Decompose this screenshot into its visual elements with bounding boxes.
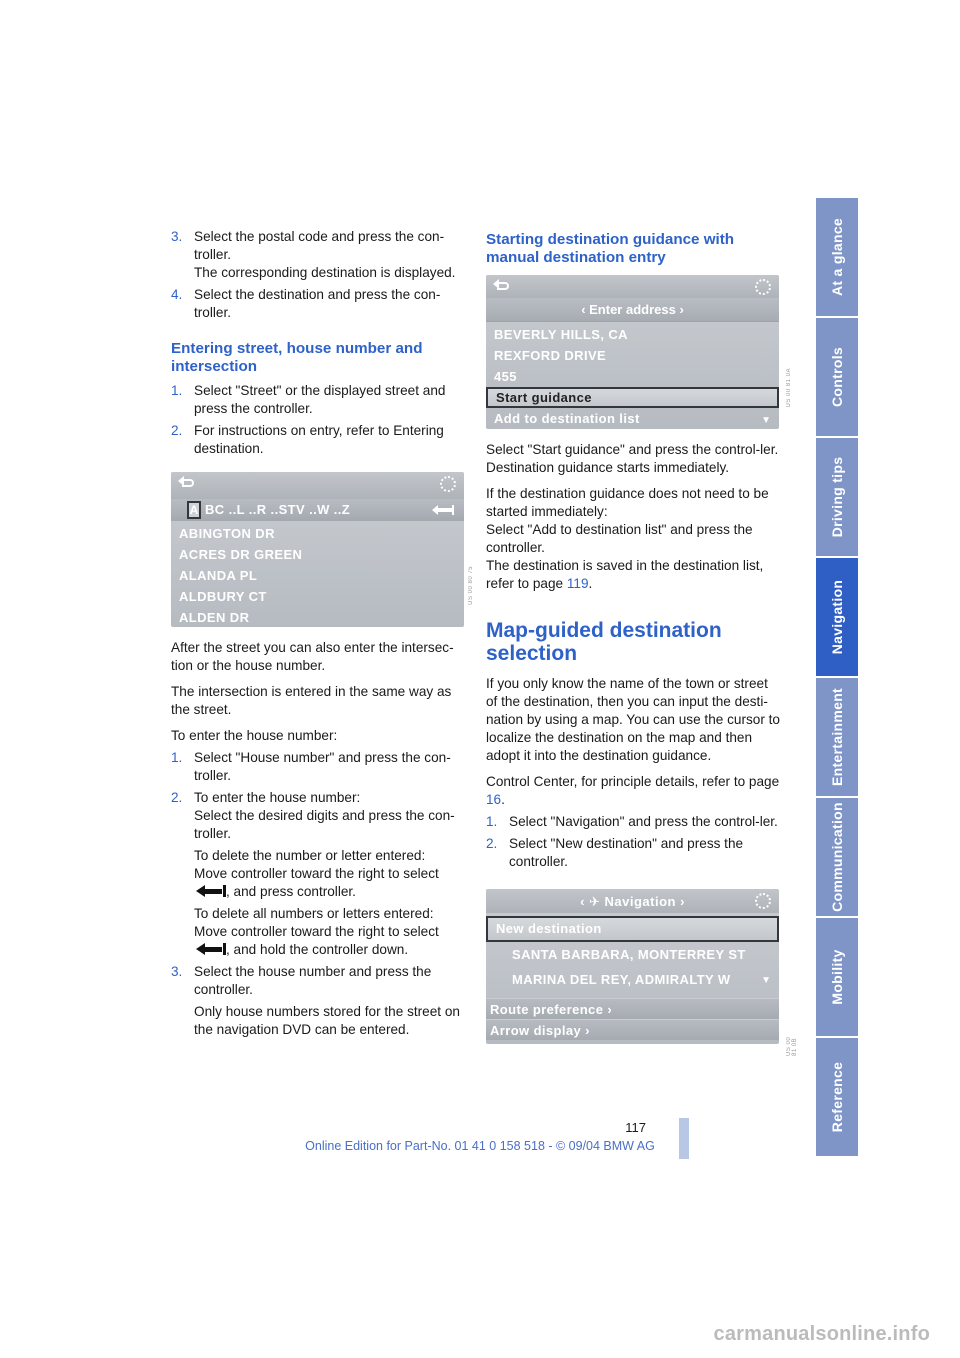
tab-navigation[interactable]: Navigation	[816, 558, 858, 678]
selected-letter: A	[187, 501, 201, 519]
arrow-display-item[interactable]: Arrow display ›	[486, 1019, 779, 1040]
list-item: REXFORD DRIVE	[494, 348, 607, 363]
paragraph: Destination guidance starts immediately.	[486, 460, 730, 475]
list-item: 1. Select "House number" and press the con-troller.	[171, 750, 451, 783]
list-item: 3. Select the postal code and press the con-troller. The corresponding destination is displayed.	[171, 229, 456, 280]
list-item: ABINGTON DR	[179, 526, 275, 541]
chapter-tabs	[816, 198, 858, 1158]
right-column	[486, 228, 798, 1056]
list-item: 455	[494, 369, 517, 384]
image-code: US 00 80 75	[468, 566, 474, 605]
tab-mobility[interactable]: Mobility	[816, 918, 858, 1038]
enter-address-screen	[486, 275, 779, 429]
paragraph: Select "Start guidance" and press the control-ler.	[486, 442, 779, 457]
alphabet-sequence: BC ..L ..R ..STV ..W ..Z	[205, 502, 351, 517]
screen-headline: ‹ Enter address ›	[486, 298, 779, 322]
list-item: 4. Select the destination and press the con-troller.	[171, 287, 441, 320]
list-item: 2. To enter the house number: Select the desired digits and press the con-troller. To delete the number or letter entered: Move controller toward the right to select , and press controller. To delete all numbers or letters entered: Move controller toward the right to select , and hold the controller down.	[171, 790, 455, 957]
list-item: 1. Select "Street" or the displayed street and press the controller.	[171, 383, 446, 416]
section-heading-start-guidance: Starting destination guidance with manual destination entry	[486, 231, 735, 266]
screen-topbar	[486, 889, 779, 913]
delete-arrow-icon	[432, 506, 454, 514]
page-link-119[interactable]: 119	[566, 576, 589, 591]
scroll-down-icon: ▼	[761, 415, 771, 426]
new-destination-item[interactable]: New destination	[486, 916, 779, 942]
address-list	[486, 322, 779, 429]
page-link-16[interactable]: 16	[486, 792, 502, 807]
list-item: ALDEN DR	[179, 610, 250, 625]
image-code: US 00 81 0A	[786, 368, 792, 408]
list-item: ALANDA PL	[179, 568, 258, 583]
street-list	[171, 521, 464, 627]
list-item: ALDBURY CT	[179, 589, 267, 604]
navigation-menu-screen	[486, 889, 779, 1044]
list-item: 1. Select "Navigation" and press the control-ler.	[486, 814, 778, 829]
tab-controls[interactable]: Controls	[816, 318, 858, 438]
section-heading-map: Map-guided destination selection	[486, 619, 722, 665]
left-column	[171, 228, 474, 1043]
image-code: US 00 81 0B	[786, 1036, 798, 1056]
list-item: ACRES DR GREEN	[179, 547, 303, 562]
section-heading-street: Entering street, house number and intersection	[171, 340, 423, 375]
watermark: carmanualsonline.info	[713, 1323, 930, 1345]
paragraph: Select "Add to destination list" and press the controller.	[486, 522, 753, 555]
screen-topbar	[486, 275, 779, 298]
start-guidance-item[interactable]: Start guidance	[486, 387, 779, 408]
scroll-down-icon: ▼	[761, 975, 771, 986]
list-item: 3. Select the house number and press the controller. Only house numbers stored for the street on the navigation DVD can be entered.	[171, 964, 460, 1037]
alphabet-speller	[171, 499, 464, 521]
tab-at-a-glance[interactable]: At a glance	[816, 198, 858, 318]
steps-postal	[171, 228, 466, 322]
steps-house	[171, 749, 466, 1039]
list-item: 2. For instructions on entry, refer to Entering destination.	[171, 423, 444, 456]
back-arrow-icon	[178, 477, 196, 491]
list-item: BEVERLY HILLS, CA	[494, 327, 628, 342]
navigation-menu-list	[486, 913, 779, 992]
settings-icon	[755, 893, 771, 909]
paragraph: Control Center, for principle details, refer to page 16.	[486, 774, 780, 807]
tab-communication[interactable]: Communication	[816, 798, 858, 918]
delete-arrow-icon	[196, 885, 226, 897]
paragraph: If you only know the name of the town or street of the destination, then you can input the desti-nation by using a map. You can use the cursor to localize the destination on the map and then adopt it into the destination guidance.	[486, 676, 780, 763]
list-item[interactable]: MARINA DEL REY, ADMIRALTY W	[512, 972, 731, 987]
screen-headline: ‹ ✈ Navigation ›	[580, 894, 685, 909]
paragraph: To enter the house number:	[171, 728, 338, 743]
paragraph: If the destination guidance does not need to be started immediately:	[486, 486, 769, 519]
back-arrow-icon	[493, 280, 511, 294]
list-item[interactable]: SANTA BARBARA, MONTERREY ST	[512, 947, 746, 962]
paragraph: The intersection is entered in the same way as the street.	[171, 684, 452, 717]
tab-reference[interactable]: Reference	[816, 1038, 858, 1158]
add-to-destination-list-item[interactable]: Add to destination list	[494, 411, 640, 426]
screen-topbar	[171, 472, 464, 499]
tab-driving-tips[interactable]: Driving tips	[816, 438, 858, 558]
paragraph: The destination is saved in the destination list, refer to page 119.	[486, 558, 764, 591]
steps-street	[171, 382, 466, 458]
list-item: 2. Select "New destination" and press the controller.	[486, 836, 744, 869]
delete-arrow-icon	[196, 943, 226, 955]
page-number: 117	[625, 1120, 646, 1135]
settings-icon	[440, 476, 456, 492]
footer-edition: Online Edition for Part-No. 01 41 0 158 518 - © 09/04 BMW AG	[305, 1139, 655, 1153]
street-entry-screen	[171, 472, 464, 627]
steps-map	[486, 813, 782, 871]
paragraph: After the street you can also enter the intersec-tion or the house number.	[171, 640, 454, 673]
tab-entertainment[interactable]: Entertainment	[816, 678, 858, 798]
settings-icon	[755, 279, 771, 295]
route-preference-item[interactable]: Route preference ›	[486, 998, 779, 1019]
